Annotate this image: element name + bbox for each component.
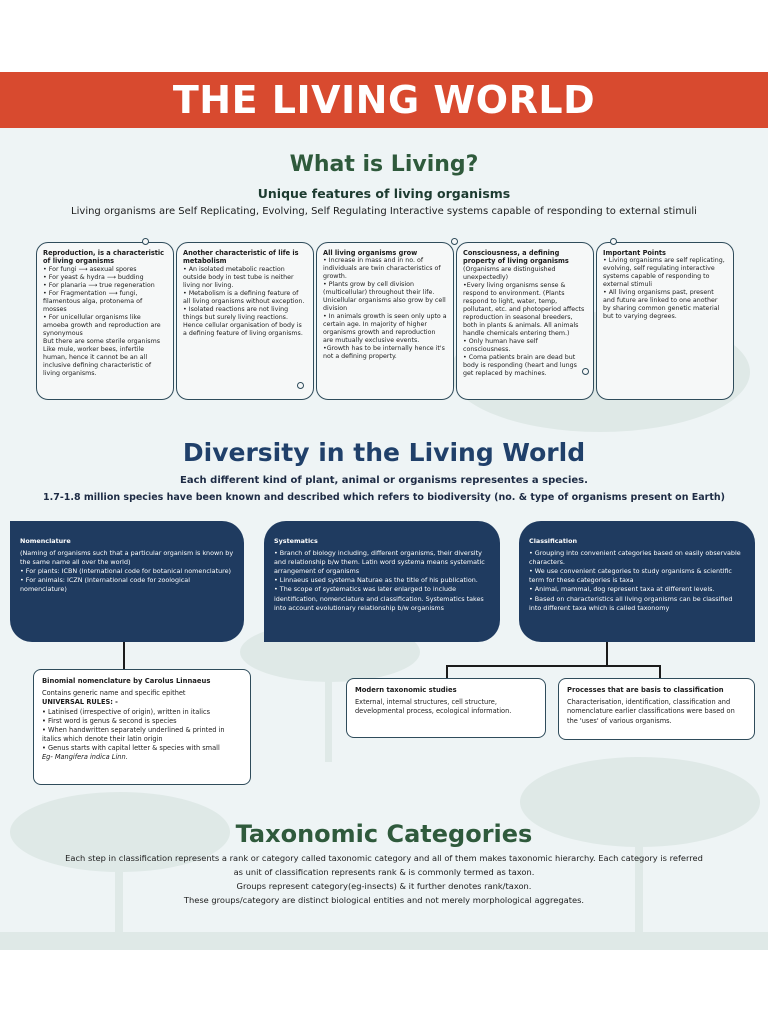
- panel-line: (Naming of organisms such that a particular organism is known by the same name all over the world): [20, 549, 234, 567]
- card-line: •Growth has to be internally hence it's not a defining property.: [323, 345, 445, 361]
- panel-line: • For animals: ICZN (International code for zoological nomenclature): [20, 576, 190, 594]
- panel-title: Systematics: [274, 537, 318, 545]
- feature-card-important-points: [596, 242, 734, 400]
- card-title: Important Points: [603, 249, 666, 257]
- box-line: • First word is genus & second is species: [42, 716, 177, 725]
- panel-line: • Animal, mammal, dog represent taxa at different levels.: [529, 585, 715, 594]
- connector-line: [446, 665, 660, 667]
- panel-line: • Based on characteristics all living organisms can be classified into different taxa which is called taxonomy: [529, 594, 733, 612]
- title-banner: THE LIVING WORLD: [0, 72, 768, 128]
- panel-systematics: [264, 521, 500, 642]
- box-binomial-nomenclature: [33, 669, 251, 785]
- section-heading-what-is-living: What is Living?: [289, 152, 479, 177]
- feature-card-growth: [316, 242, 454, 400]
- box-title: Binomial nomenclature by Carolus Linnaeus: [42, 677, 211, 685]
- taxonomic-paragraph-line: as unit of classification represents rank & is commonly termed as taxon.: [233, 867, 535, 877]
- connector-dot: [582, 368, 589, 375]
- card-line: • All living organisms past, present and future are linked to one another by sharing common genetic material but to varying degrees.: [603, 289, 720, 321]
- box-line: UNIVERSAL RULES: -: [42, 698, 118, 707]
- box-text: External, internal structures, cell structure, developmental process, ecological information.: [355, 698, 512, 716]
- card-title: All living organisms grow: [323, 249, 418, 257]
- taxonomic-paragraph-line: Groups represent category(eg-insects) & it further denotes rank/taxon.: [236, 881, 532, 891]
- panel-line: • For plants: ICBN (International code for botanical nomenclature): [20, 567, 232, 576]
- card-line: • Plants grow by cell division (multicellular) throughout their life. Unicellular organisms also grow by cell division: [323, 281, 446, 313]
- card-line: • For Fragmentation ⟶ fungi, filamentous alga, protonema of mosses: [43, 289, 143, 313]
- box-line: • Genus starts with capital letter & species with small: [42, 743, 220, 752]
- box-line: Contains generic name and specific epithet: [42, 689, 186, 698]
- box-processes-classification: [558, 678, 755, 740]
- card-line: • Only human have self consciousness.: [463, 337, 538, 353]
- connector-dot: [451, 238, 458, 245]
- box-title: Modern taxonomic studies: [355, 686, 457, 694]
- card-title: Another characteristic of life is metabolism: [183, 249, 299, 266]
- taxonomic-paragraph-line: These groups/category are distinct biological entities and not merely morphological aggregates.: [183, 895, 585, 905]
- box-line: • When handwritten separately underlined & printed in italics which denote their latin origin: [42, 725, 225, 743]
- card-line: • An isolated metabolic reaction outside body in test tube is neither living nor living.: [183, 265, 294, 289]
- box-title: Processes that are basis to classification: [567, 686, 724, 694]
- box-line: • Latinised (irrespective of origin), written in italics: [42, 707, 211, 716]
- feature-card-consciousness: [456, 242, 594, 400]
- connector-dot: [142, 238, 149, 245]
- poster: [0, 72, 768, 950]
- feature-card-reproduction: [36, 242, 174, 400]
- connector-dot: [610, 238, 617, 245]
- connector-line: [123, 642, 125, 670]
- section-heading-diversity: Diversity in the Living World: [182, 438, 586, 467]
- section-subheading: Unique features of living organisms: [257, 186, 511, 201]
- card-line: • Metabolism is a defining feature of all living organisms without exception.: [183, 289, 305, 305]
- panel-nomenclature: [10, 521, 244, 642]
- card-line: • In animals growth is seen only upto a certain age. In majority of higher organisms growth and reproduction are mutually exclusive events.: [323, 313, 447, 345]
- feature-card-metabolism: [176, 242, 314, 400]
- panel-line: • Branch of biology including, different organisms, their diversity and relationship b/w them. Latin word systema means systematic arrangement of organisms: [274, 549, 485, 576]
- connector-dot: [297, 382, 304, 389]
- card-line: • Living organisms are self replicating, evolving, self regulating interactive systems capable of responding to external stimuli: [603, 257, 725, 289]
- card-line: • For unicellular organisms like amoeba growth and reproduction are synonymous: [43, 313, 161, 337]
- card-line: • Increase in mass and in no. of individuals are twin characteristics of growth.: [323, 257, 441, 281]
- diversity-line-biodiversity: 1.7-1.8 million species have been known and described which refers to biodiversity (no. & type of organisms present on Earth): [42, 492, 725, 503]
- card-line: • For fungi ⟶ asexual spores: [43, 265, 137, 273]
- card-title: Consciousness, a defining property of living organisms: [463, 249, 569, 266]
- card-line: •Every living organisms sense & respond to environment. (Plants respond to light, water, temp, pollutant, etc. and photoperiod affects reproduction in seasonal breeders, both in plants & animals. All animals handle chemicals entering them.): [463, 281, 585, 337]
- bottom-margin: [0, 950, 768, 1024]
- connector-line: [659, 665, 661, 678]
- card-line: • For yeast & hydra ⟶ budding: [43, 273, 144, 281]
- top-margin: [0, 0, 768, 72]
- background-trees-illustration: [0, 72, 768, 950]
- card-line: (Organisms are distinguished unexpectedly): [463, 265, 556, 281]
- panel-classification: [519, 521, 755, 642]
- card-title: Reproduction, is a characteristic of living organisms: [43, 249, 165, 266]
- card-line: • Isolated reactions are not living things but surely living reactions. Hence cellular organisation of body is a defining feature of living organisms.: [183, 305, 303, 337]
- panel-line: • Grouping into convenient categories based on easily observable characters.: [529, 549, 741, 567]
- card-line: • For planaria ⟶ true regeneration: [43, 281, 155, 289]
- card-line: But there are some sterile organisms Like mule, worker bees, infertile human, hence it cannot be an all inclusive defining characteristic of living organisms.: [43, 337, 160, 377]
- diversity-line-species: Each different kind of plant, animal or organisms representes a species.: [180, 475, 588, 486]
- section-description: Living organisms are Self Replicating, Evolving, Self Regulating Interactive systems capable of responding to external stimuli: [71, 206, 697, 217]
- panel-line: • The scope of systematics was later enlarged to include identification, nomenclature and classification. Systematics takes into account evolutionary relationship b/w organisms: [274, 585, 484, 612]
- connector-line: [606, 642, 608, 666]
- card-line: • Coma patients brain are dead but body is responding (heart and lungs get replaced by machines.: [463, 353, 577, 377]
- panel-line: • Linnaeus used systema Naturae as the title of his publication.: [274, 576, 478, 585]
- box-line-example: Eg- Mangifera indica Linn.: [42, 753, 128, 762]
- panel-line: • We use convenient categories to study organisms & scientific term for these categories is taxa: [529, 567, 732, 585]
- box-text: Characterisation, identification, classification and nomenclature earlier classifications were based on the 'uses' of various organisms.: [567, 698, 735, 725]
- connector-line: [446, 665, 448, 678]
- panel-title: Classification: [529, 537, 578, 545]
- box-modern-taxonomic-studies: [346, 678, 546, 738]
- panel-title: Nomenclature: [20, 537, 71, 545]
- taxonomic-paragraph-line: Each step in classification represents a rank or category called taxonomic category and all of them makes taxonomic hierarchy. Each category is referred: [65, 853, 703, 863]
- section-heading-taxonomic-categories: Taxonomic Categories: [235, 820, 533, 848]
